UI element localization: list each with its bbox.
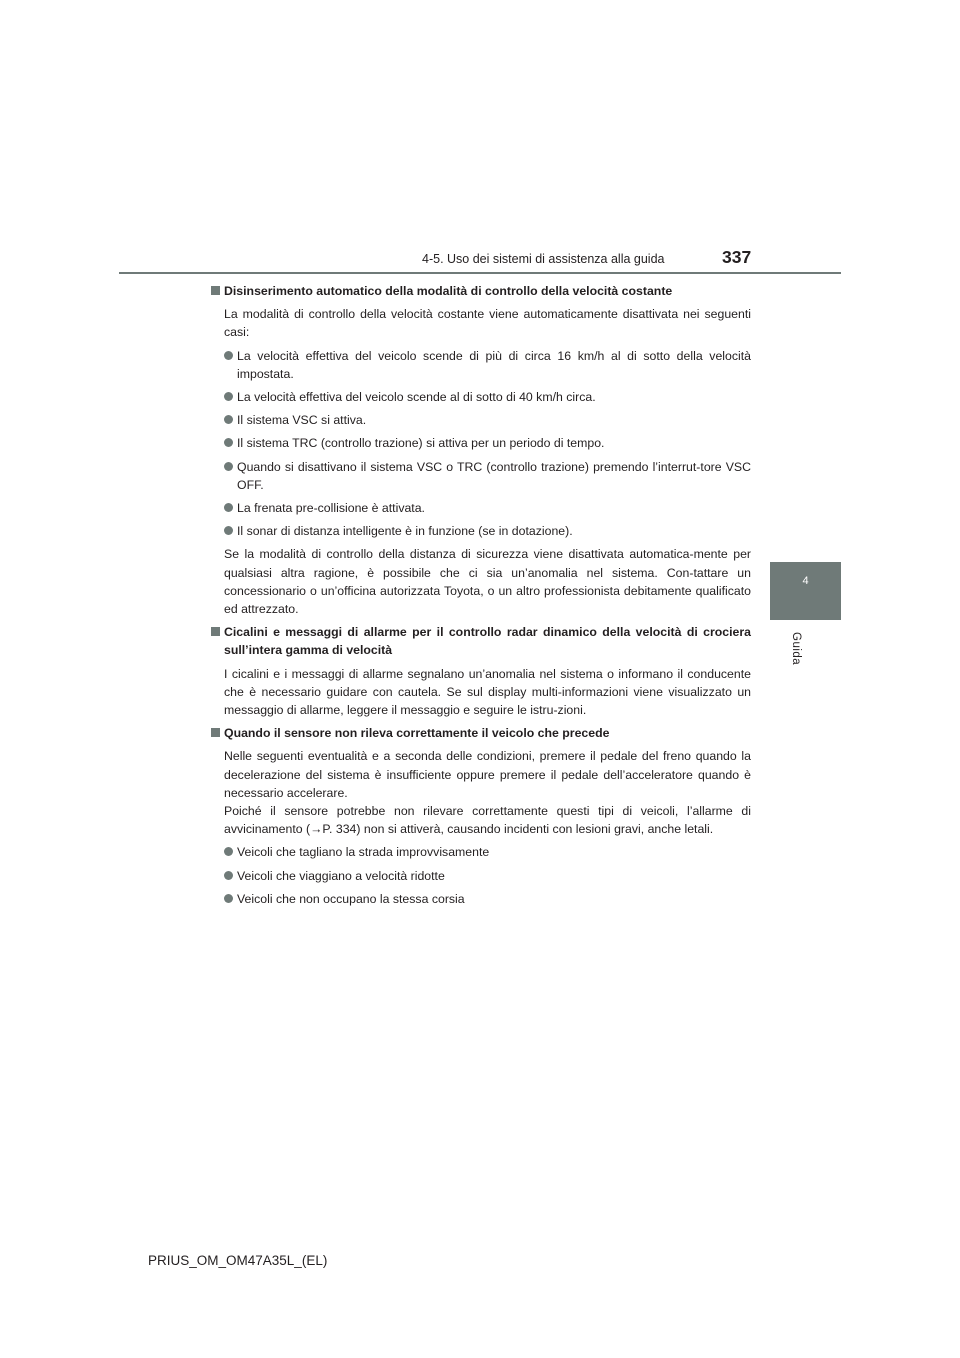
list-item-text: Veicoli che viaggiano a velocità ridotte [237, 868, 445, 883]
list-item-text: La frenata pre-collisione è attivata. [237, 501, 425, 516]
section-intro: La modalità di controllo della velocità costante viene automaticamente disattivata nei seguenti casi: [224, 307, 751, 340]
circle-bullet-icon [224, 503, 233, 512]
list-item [224, 411, 751, 429]
list-item-text: Quando si disattivano il sistema VSC o TRC (controllo trazione) premendo l’interrut-tore VSC OFF. [237, 459, 751, 492]
list-item-text: La velocità effettiva del veicolo scende al di sotto di 40 km/h circa. [237, 390, 596, 405]
section-heading-text: Disinserimento automatico della modalità di controllo della velocità costante [224, 284, 673, 298]
circle-bullet-icon [224, 415, 233, 424]
square-bullet-icon [211, 627, 220, 636]
list-item [224, 499, 751, 517]
circle-bullet-icon [224, 462, 233, 471]
list-item [224, 867, 751, 885]
list-item-text: Il sistema TRC (controllo trazione) si attiva per un periodo di tempo. [237, 436, 605, 451]
header-divider [119, 272, 841, 274]
circle-bullet-icon [224, 526, 233, 535]
list-item [224, 522, 751, 540]
section-heading-text: Cicalini e messaggi di allarme per il controllo radar dinamico della velocità di crociera sull’intera gamma di velocità [224, 625, 751, 658]
section-buzzers-messages [211, 623, 751, 719]
list-item [224, 890, 751, 908]
chapter-label: Guida [790, 632, 802, 666]
section-heading [211, 282, 751, 300]
square-bullet-icon [211, 286, 220, 295]
list-item-text: Veicoli che tagliano la strada improvvisamente [237, 845, 490, 860]
list-item [224, 434, 751, 452]
section-intro: I cicalini e i messaggi di allarme segnalano un’anomalia nel sistema o informano il conducente che è necessario guidare con cautela. Se sul display multi-informazioni viene visualizzato un messaggio di allarme, leggere il messaggio e seguire le istru-zioni. [224, 666, 751, 718]
section-heading [211, 724, 751, 742]
section-auto-cancel [211, 282, 751, 618]
list-item [224, 347, 751, 383]
section-outro: Se la modalità di controllo della distanza di sicurezza viene disattivata automatica-mente per qualsiasi altra ragione, è possibile che ci sia un’anomalia nel sistema. Con-tattare un concessionario o un’officina autorizzata Toyota, o un altro professionista debitamente qualificato ed attrezzato. [224, 547, 751, 617]
circle-bullet-icon [224, 894, 233, 903]
list-item-text: Il sonar di distanza intelligente è in funzione (se in dotazione). [237, 524, 573, 539]
list-item [224, 388, 751, 406]
page-number: 337 [722, 247, 752, 267]
main-content [211, 282, 751, 908]
circle-bullet-icon [224, 871, 233, 880]
circle-bullet-icon [224, 438, 233, 447]
square-bullet-icon [211, 728, 220, 737]
list-item [224, 843, 751, 861]
document-code: PRIUS_OM_OM47A35L_(EL) [148, 1253, 328, 1268]
list-item-text: La velocità effettiva del veicolo scende di più di circa 16 km/h al di sotto della velocità impostata. [237, 348, 751, 381]
chapter-tab [770, 562, 841, 620]
section-heading-text: Quando il sensore non rileva correttamente il veicolo che precede [224, 726, 610, 741]
section-intro [224, 747, 751, 838]
section-heading [211, 623, 751, 659]
circle-bullet-icon [224, 392, 233, 401]
list-item-text: Veicoli che non occupano la stessa corsia [237, 891, 465, 906]
header-section-title: 4-5. Uso dei sistemi di assistenza alla guida [422, 252, 665, 266]
section-intro-text-2: Poiché il sensore potrebbe non rilevare correttamente questi tipi di veicoli, l’allarme di avvicinamento (→P. 334) non si attiverà, causando incidenti con lesioni gravi, anche letali. [224, 804, 751, 837]
chapter-number: 4 [802, 575, 809, 587]
circle-bullet-icon [224, 847, 233, 856]
list-item [224, 458, 751, 494]
section-sensor-detection [211, 724, 751, 908]
list-item-text: Il sistema VSC si attiva. [237, 413, 367, 428]
circle-bullet-icon [224, 351, 233, 360]
section-intro-text: Nelle seguenti eventualità e a seconda delle condizioni, premere il pedale del freno quando la decelerazione del sistema è insufficiente oppure premere il pedale dell’acceleratore quando è necessario accelerare. [224, 749, 751, 800]
